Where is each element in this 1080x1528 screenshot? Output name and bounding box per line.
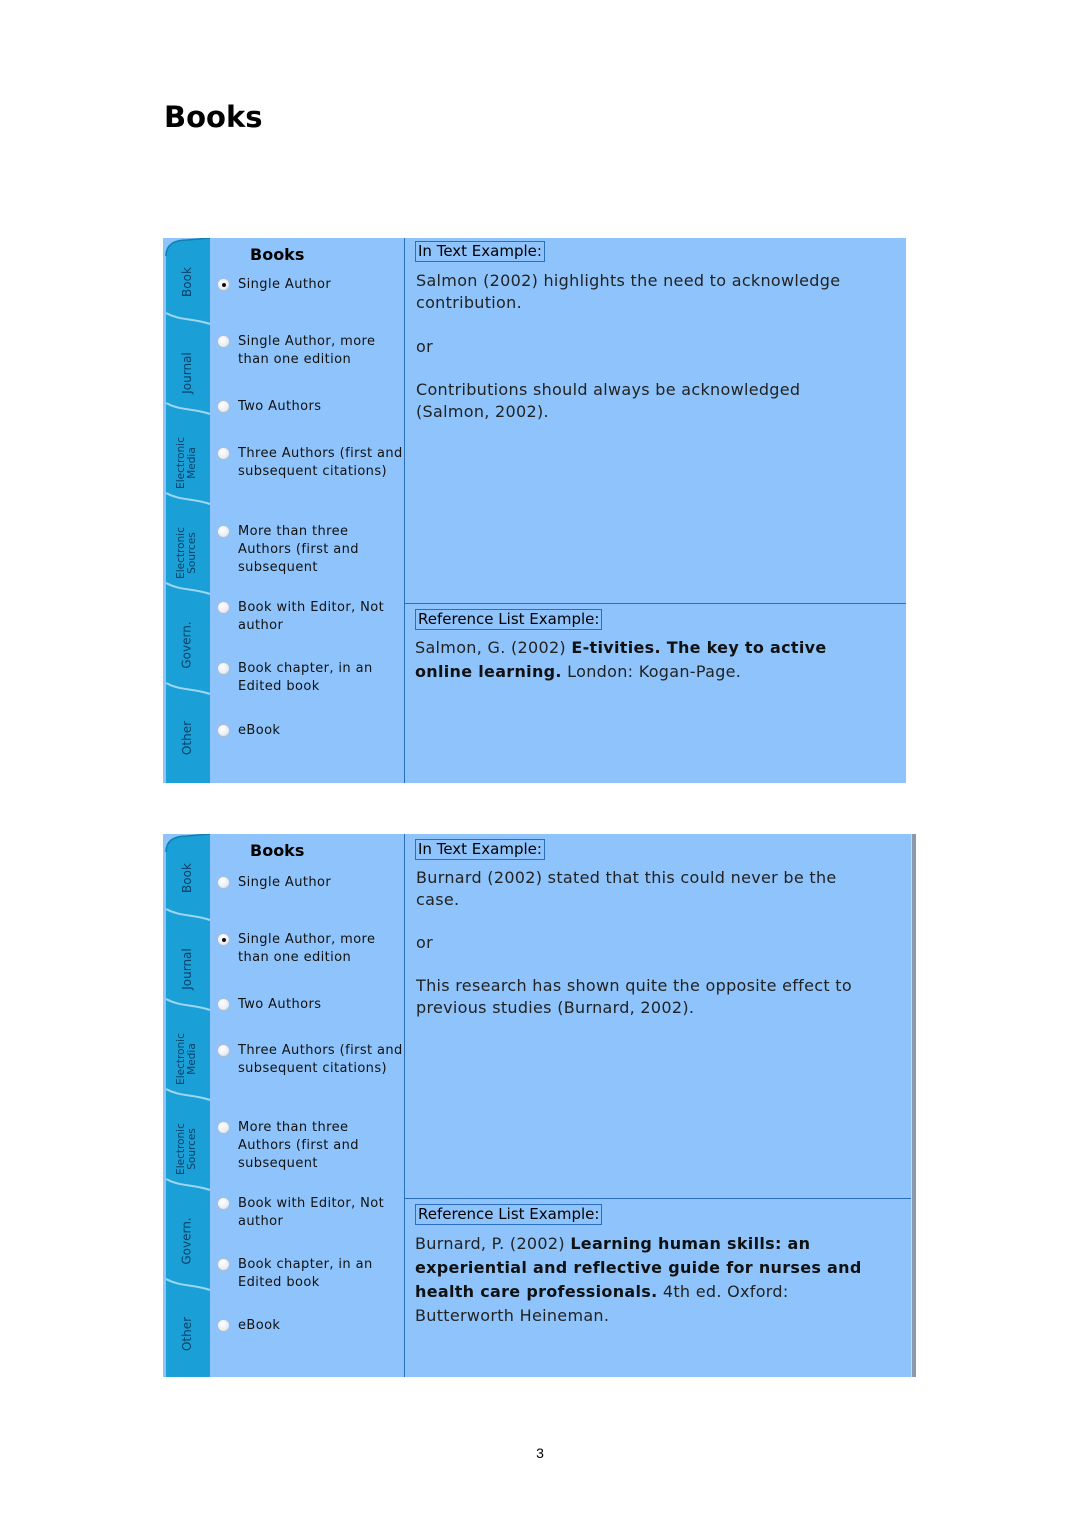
category-tabstrip	[163, 238, 211, 783]
tab-electronic-media[interactable]: Electronic Media	[175, 1032, 199, 1085]
reference-widget-single-author-more-editions	[163, 834, 916, 1377]
in-text-example-label: In Text Example:	[415, 839, 545, 860]
reference-type-menu	[211, 834, 404, 1377]
radio-button[interactable]	[217, 1197, 230, 1210]
or-text: or	[416, 337, 433, 356]
in-text-example-1: Burnard (2002) stated that this could never be the case.	[416, 868, 837, 909]
reference-list-example-label: Reference List Example:	[415, 1204, 602, 1225]
reference-list-example-label: Reference List Example:	[415, 609, 602, 630]
option-label: Three Authors (first and subsequent citations)	[238, 1043, 403, 1076]
option-label: Single Author, more than one edition	[238, 932, 376, 965]
tab-electronic-media[interactable]: Electronic Media	[175, 436, 199, 489]
in-text-example-2: Contributions should always be acknowledged (Salmon, 2002).	[416, 380, 801, 421]
tab-govern[interactable]: Govern.	[180, 621, 194, 669]
radio-button[interactable]	[217, 400, 230, 413]
radio-button[interactable]	[217, 933, 230, 946]
radio-button[interactable]	[217, 1319, 230, 1332]
tab-other[interactable]: Other	[179, 720, 194, 756]
option-label: Book with Editor, Not author	[238, 1196, 385, 1229]
option-label: More than three Authors (first and subsequent	[238, 524, 359, 575]
in-text-example-2: This research has shown quite the opposite effect to previous studies (Burnard, 2002).	[416, 976, 852, 1017]
tab-book[interactable]: Book	[180, 267, 194, 297]
category-tabstrip	[163, 834, 211, 1377]
tab-journal[interactable]: Journal	[179, 351, 194, 394]
option-label: Two Authors	[238, 997, 322, 1012]
tab-electronic-sources[interactable]: Electronic Sources	[175, 526, 199, 579]
example-panel	[405, 238, 906, 783]
option-label: Single Author, more than one edition	[238, 334, 376, 367]
reference-entry: Burnard, P. (2002) Learning human skills: an experiential and reflective guide for nurses and health care professionals. 4th ed. Oxford: Butterworth Heineman.	[415, 1234, 862, 1325]
tab-other[interactable]: Other	[179, 1316, 194, 1352]
tab-book[interactable]: Book	[180, 863, 194, 893]
radio-button[interactable]	[217, 447, 230, 460]
option-label: eBook	[238, 723, 281, 738]
radio-button[interactable]	[217, 876, 230, 889]
option-label: Book with Editor, Not author	[238, 600, 385, 633]
in-text-example-label: In Text Example:	[415, 241, 545, 262]
page-title: Books	[164, 100, 263, 134]
example-panel	[405, 834, 916, 1377]
radio-button[interactable]	[217, 998, 230, 1011]
radio-button[interactable]	[217, 724, 230, 737]
option-label: Two Authors	[238, 399, 322, 414]
menu-title: Books	[250, 245, 305, 264]
tab-journal[interactable]: Journal	[179, 947, 194, 990]
radio-button[interactable]	[217, 525, 230, 538]
radio-button[interactable]	[217, 1258, 230, 1271]
option-label: Book chapter, in an Edited book	[238, 1257, 373, 1290]
in-text-example-1: Salmon (2002) highlights the need to acknowledge contribution.	[416, 271, 841, 312]
reference-widget-single-author	[163, 238, 906, 783]
option-label: eBook	[238, 1318, 281, 1333]
or-text: or	[416, 933, 433, 952]
section-divider	[405, 603, 906, 604]
radio-button[interactable]	[217, 278, 230, 291]
radio-button[interactable]	[217, 1044, 230, 1057]
radio-button[interactable]	[217, 662, 230, 675]
option-label: Book chapter, in an Edited book	[238, 661, 373, 694]
option-label: Three Authors (first and subsequent citations)	[238, 446, 403, 479]
radio-button[interactable]	[217, 601, 230, 614]
radio-button[interactable]	[217, 335, 230, 348]
option-label: Single Author	[238, 875, 332, 890]
reference-title: Learning human skills: an experiential and reflective guide for nurses and health care professionals.	[415, 1234, 862, 1301]
menu-title: Books	[250, 841, 305, 860]
reference-title: E-tivities. The key to active online learning.	[415, 638, 827, 681]
section-divider	[405, 1198, 916, 1199]
radio-button[interactable]	[217, 1121, 230, 1134]
option-label: Single Author	[238, 277, 332, 292]
reference-type-menu	[211, 238, 404, 783]
tab-govern[interactable]: Govern.	[180, 1217, 194, 1265]
reference-entry: Salmon, G. (2002) E-tivities. The key to active online learning. London: Kogan-Page.	[415, 638, 827, 681]
page-number: 3	[536, 1445, 544, 1461]
option-label: More than three Authors (first and subsequent	[238, 1120, 359, 1171]
tab-electronic-sources[interactable]: Electronic Sources	[175, 1122, 199, 1175]
